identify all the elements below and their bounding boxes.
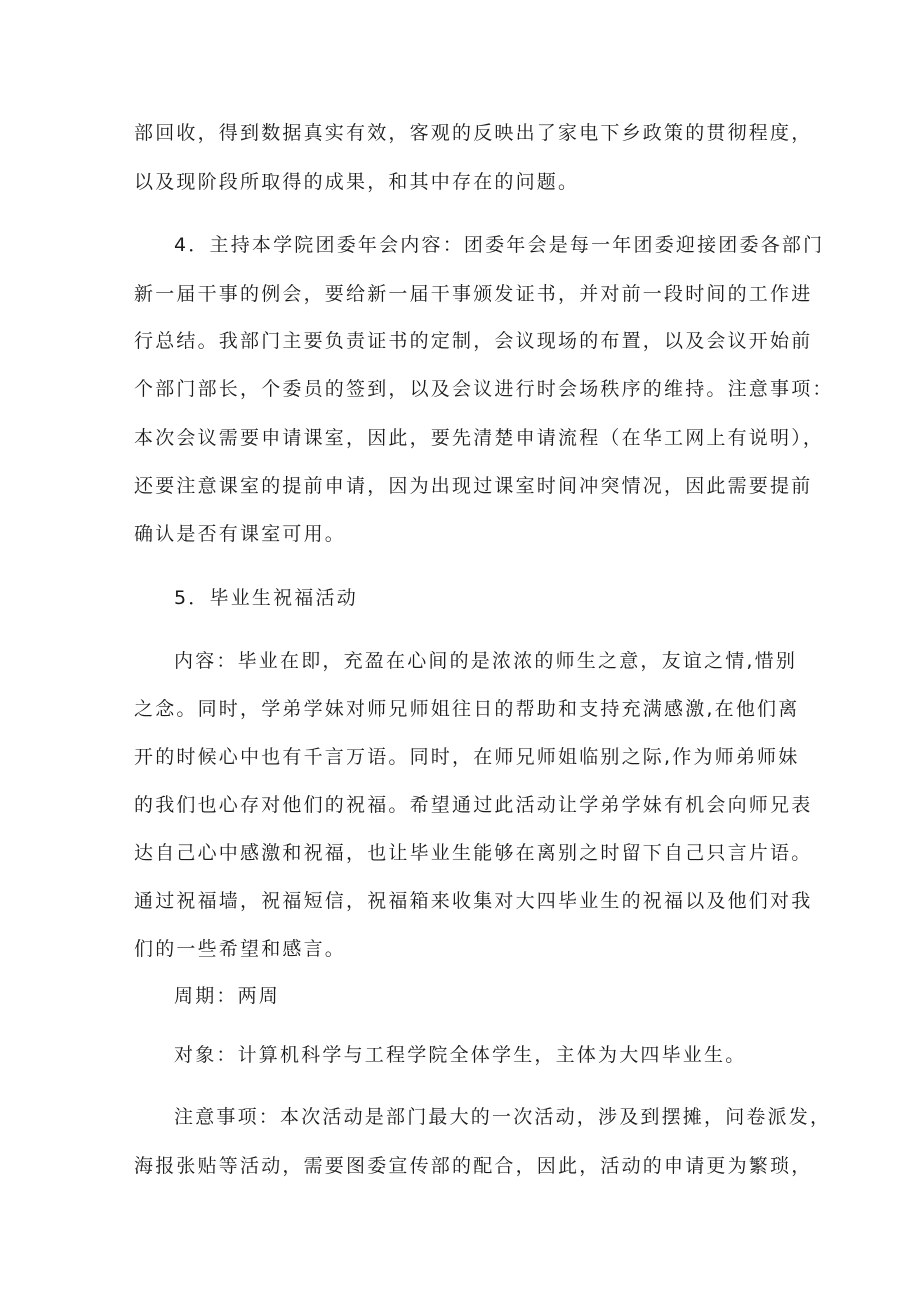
- item-5-target: 对象：计算机科学与工程学院全体学生，主体为大四毕业生。: [174, 1044, 747, 1066]
- paragraph-1-line-1: 部回收，得到数据真实有效，客观的反映出了家电下乡政策的贯彻程度，: [134, 122, 813, 144]
- item-4-line-5: 本次会议需要申请课室，因此，要先清楚申请流程（在华工网上有说明），: [134, 427, 825, 449]
- item-4-line-1: 4．主持本学院团委年会内容：团委年会是每一年团委迎接团委各部门: [174, 234, 825, 256]
- item-5-heading: 5．毕业生祝福活动: [174, 587, 358, 609]
- item-4-line-4: 个部门部长，个委员的签到，以及会议进行时会场秩序的维持。注意事项：: [134, 378, 834, 400]
- item-5-content-line-5: 达自己心中感激和祝福，也让毕业生能够在离别之时留下自己只言片语。: [134, 842, 813, 864]
- item-5-content-line-6: 通过祝福墙，祝福短信，祝福箱来收集对大四毕业生的祝福以及他们对我: [134, 890, 813, 912]
- item-5-content-line-7: 们的一些希望和感言。: [134, 938, 347, 960]
- item-5-content-line-3: 开的时候心中也有千言万语。同时，在师兄师姐临别之际,作为师弟师妹: [134, 746, 800, 768]
- paragraph-1-line-2: 以及现阶段所取得的成果，和其中存在的问题。: [134, 171, 580, 193]
- item-5-content-line-1: 内容：毕业在即，充盈在心间的是浓浓的师生之意，友谊之情,惜别: [174, 650, 798, 672]
- item-4-line-2: 新一届干事的例会，要给新一届干事颁发证书，并对前一段时间的工作进: [134, 283, 813, 305]
- item-5-period: 周期：两周: [174, 985, 281, 1007]
- item-5-content-line-2: 之念。同时，学弟学妹对师兄师姐往日的帮助和支持充满感激,在他们离: [134, 698, 800, 720]
- item-4-line-6: 还要注意课室的提前申请，因为出现过课室时间冲突情况，因此需要提前: [134, 475, 813, 497]
- item-4-line-3: 行总结。我部门主要负责证书的定制，会议现场的布置，以及会议开始前: [134, 330, 813, 352]
- item-5-notes-line-1: 注意事项：本次活动是部门最大的一次活动，涉及到摆摊，问卷派发，: [174, 1106, 832, 1128]
- item-5-content-line-4: 的我们也心存对他们的祝福。希望通过此活动让学弟学妹有机会向师兄表: [134, 794, 813, 816]
- item-5-notes-line-2: 海报张贴等活动，需要图委宣传部的配合，因此，活动的申请更为繁琐，: [134, 1155, 813, 1177]
- item-4-line-7: 确认是否有课室可用。: [134, 523, 347, 545]
